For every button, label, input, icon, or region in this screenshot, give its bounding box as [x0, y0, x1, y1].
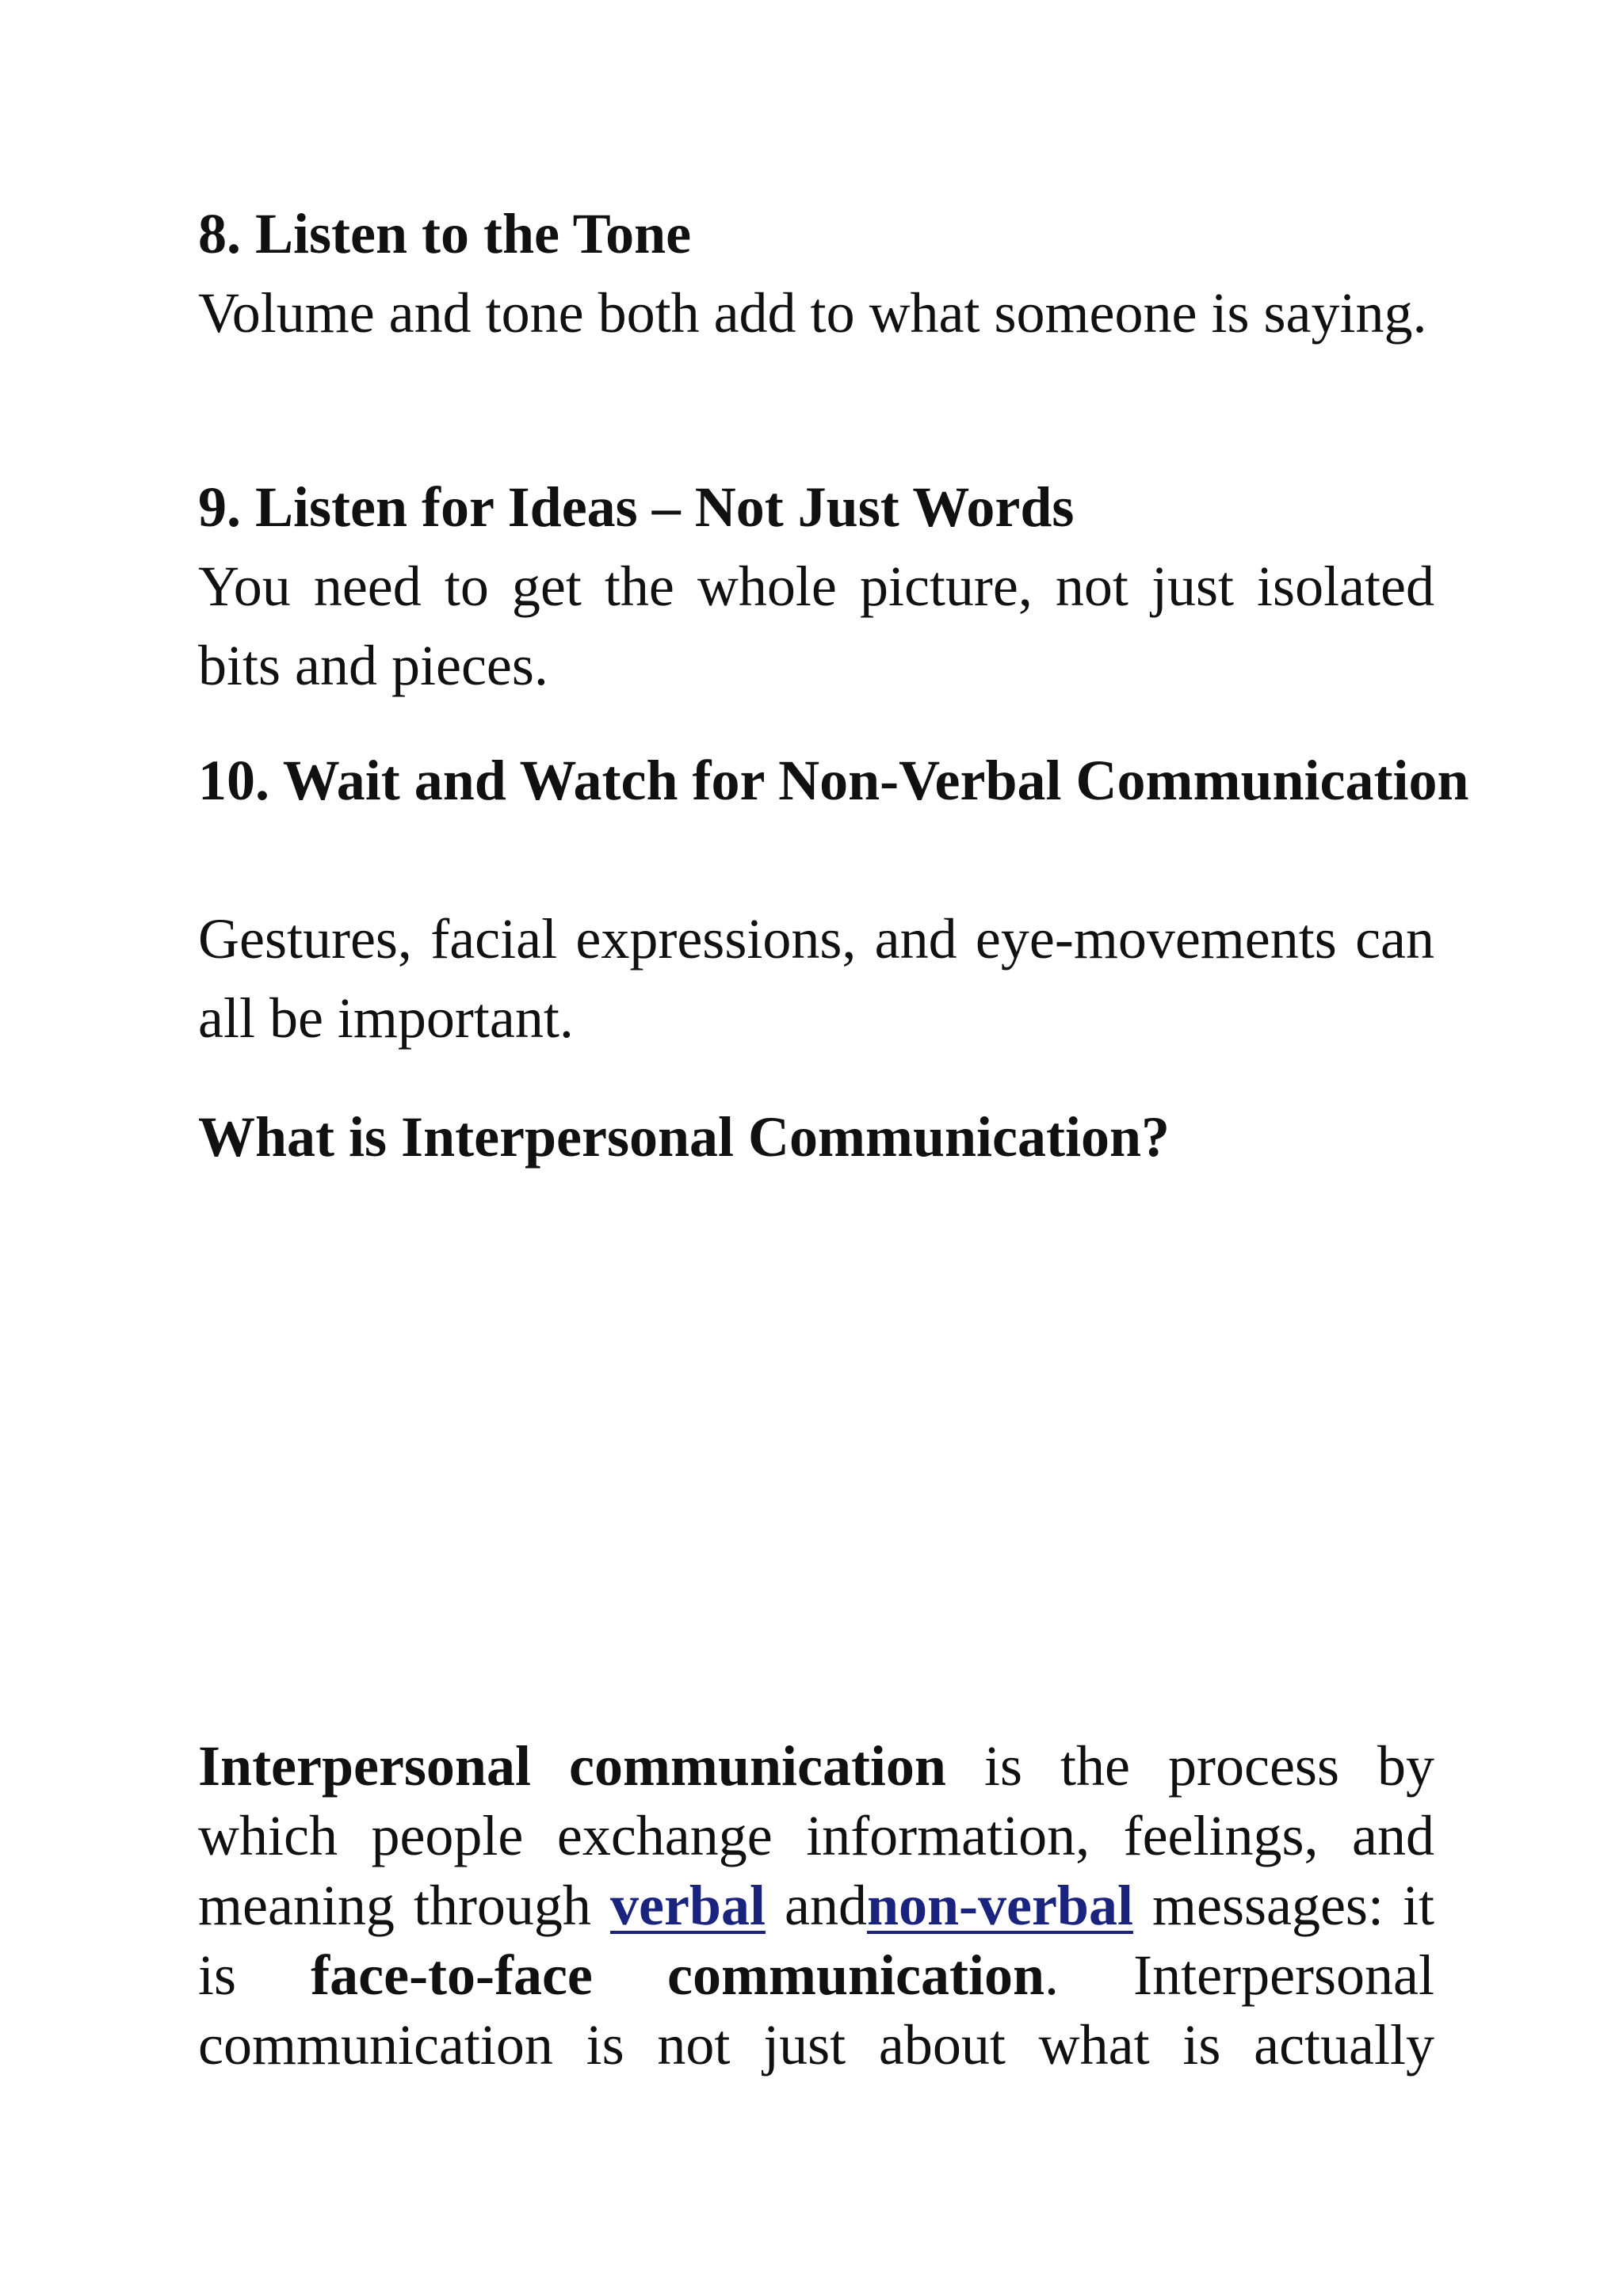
- section-body-8: Volume and tone both add to what someone is saying.: [198, 281, 1427, 345]
- definition-text-3: messages: it is: [198, 1874, 1434, 2007]
- non-verbal-link[interactable]: non-verbal: [866, 1874, 1133, 1937]
- section-heading-8: 8. Listen to the Tone: [198, 202, 692, 265]
- definition-text-4: . Interpersonal communication is not just about what is actually: [198, 1943, 1434, 2077]
- definition-paragraph: [198, 1731, 1434, 2080]
- section-body-9: You need to get the whole picture, not just isolated bits and pieces.: [198, 555, 1434, 697]
- definition-text-2: and: [765, 1874, 867, 1937]
- verbal-link[interactable]: verbal: [609, 1874, 766, 1937]
- section-body-10: Gestures, facial expressions, and eye-movements can all be important.: [198, 907, 1434, 1050]
- definition-term: Interpersonal communication: [198, 1734, 946, 1798]
- face-to-face-term: face-to-face communication: [311, 1943, 1045, 2007]
- section-heading-10: 10. Wait and Watch for Non-Verbal Communication: [198, 749, 1469, 812]
- question-heading: What is Interpersonal Communication?: [198, 1105, 1170, 1169]
- section-heading-9: 9. Listen for Ideas – Not Just Words: [198, 475, 1075, 539]
- definition-text-1: is the process by which people exchange information, feelings, and meaning through: [198, 1734, 1434, 1937]
